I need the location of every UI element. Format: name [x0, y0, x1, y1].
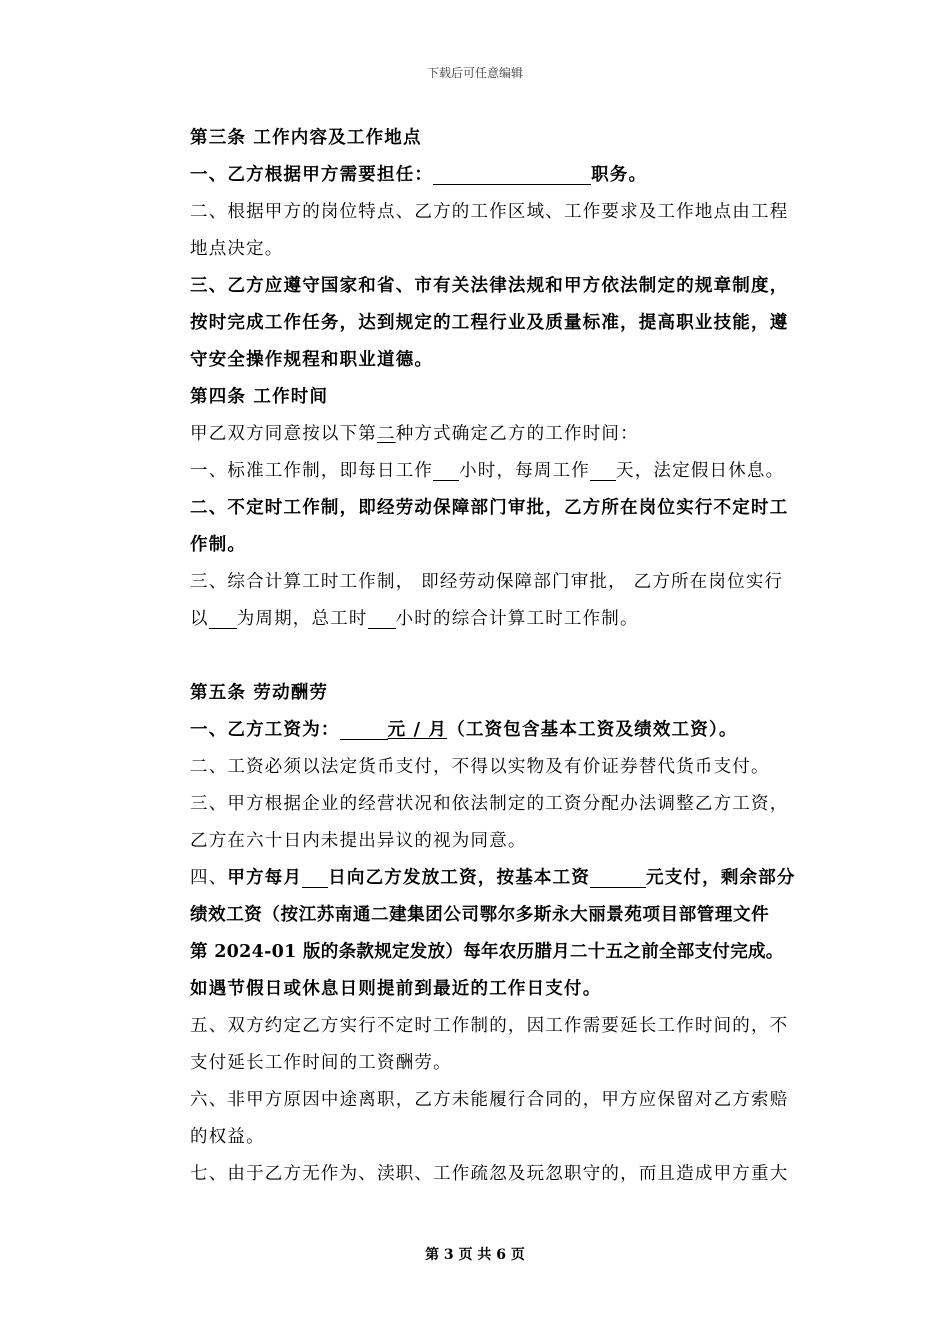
clause-text: 小时的综合计算工时工作制。: [395, 609, 639, 629]
article-5-clause-3-line-1: 三、甲方根据企业的经营状况和依法制定的工资分配办法调整乙方工资，: [190, 794, 789, 814]
clause-text: 一、标准工作制，即每日工作: [190, 461, 434, 481]
article-4-option-3-line-1: 三、综合计算工时工作制， 即经劳动保障部门审批， 乙方所在岗位实行: [190, 572, 784, 592]
work-time-choice: 二: [377, 424, 396, 444]
clause-text: 职务。: [591, 165, 648, 185]
article-4-title: 第四条 工作时间: [190, 387, 329, 407]
article-4-option-1: [190, 453, 810, 490]
article-5-clause-4-line-1: [190, 860, 810, 897]
article-3-clause-2-line-1: 二、根据甲方的岗位特点、乙方的工作区域、工作要求及工作地点由工程: [190, 202, 789, 222]
section-gap: [190, 638, 810, 675]
base-salary-blank: [590, 866, 646, 888]
clause-text: 日向乙方发放工资，按基本工资: [328, 868, 591, 888]
article-3-clause-3-line-2: 按时完成工作任务，达到规定的工程行业及质量标准，提高职业技能，遵: [190, 313, 789, 333]
article-3-clause-3-line-1: 三、乙方应遵守国家和省、市有关法律法规和甲方依法制定的规章制度，: [190, 276, 789, 296]
article-5-clause-5-line-2: 支付延长工作时间的工资酬劳。: [190, 1053, 452, 1073]
document-body: [190, 120, 810, 1193]
article-5-clause-2: 二、工资必须以法定货币支付，不得以实物及有价证券替代货币支付。: [190, 757, 770, 777]
article-5-clause-6-line-2: 的权益。: [190, 1127, 265, 1147]
article-5-clause-4-line-4: 如遇节假日或休息日则提前到最近的工作日支付。: [190, 979, 602, 999]
total-hours-blank: [368, 607, 396, 629]
article-5-clause-3-line-2: 乙方在六十日内未提出异议的视为同意。: [190, 831, 527, 851]
clause-text: 一、乙方工资为：: [190, 720, 340, 740]
salary-unit: 元 / 月: [387, 720, 448, 740]
period-blank: [209, 607, 237, 629]
page-header: 下载后可任意编辑: [426, 66, 523, 80]
article-5-clause-7-line-1: 七、由于乙方无作为、渎职、工作疏忽及玩忽职守的，而且造成甲方重大: [190, 1164, 789, 1184]
payday-blank: [302, 866, 328, 888]
article-3-title: 第三条 工作内容及工作地点: [190, 128, 422, 148]
clause-text: 天，法定假日休息。: [616, 461, 785, 481]
article-5-clause-6-line-1: 六、非甲方原因中途离职，乙方未能履行合同的，甲方应保留对乙方索赔: [190, 1090, 789, 1110]
clause-text: 元支付，剩余部分: [646, 868, 796, 888]
article-3-clause-2-line-2: 地点决定。: [190, 239, 284, 259]
article-4-option-2-line-2: 作制。: [190, 535, 247, 555]
clause-text: 甲方每月: [227, 868, 303, 888]
article-3-clause-1: [190, 157, 810, 194]
article-5-title: 第五条 劳动酬劳: [190, 683, 329, 703]
position-blank: [433, 163, 591, 185]
article-4-option-2-line-1: 二、不定时工作制，即经劳动保障部门审批，乙方所在岗位实行不定时工: [190, 498, 789, 518]
clause-number: 四、: [190, 868, 228, 888]
days-blank: [590, 459, 616, 481]
clause-text: 以: [190, 609, 209, 629]
article-4-intro: [190, 416, 810, 453]
hours-blank: [433, 459, 459, 481]
article-4-option-3-line-2: [190, 601, 810, 638]
clause-text: 小时，每周工作: [459, 461, 591, 481]
article-5-clause-4-line-2: 绩效工资（按江苏南通二建集团公司鄂尔多斯永大丽景苑项目部管理文件: [190, 905, 770, 925]
clause-text: 甲乙双方同意按以下第: [190, 424, 377, 444]
article-3-clause-3-line-3: 守安全操作规程和职业道德。: [190, 350, 434, 370]
clause-text: （工资包含基本工资及绩效工资）。: [447, 720, 738, 740]
page-footer: 第 3 页 共 6 页: [425, 1247, 525, 1263]
clause-text: 一、乙方根据甲方需要担任：: [190, 165, 434, 185]
article-5-clause-5-line-1: 五、双方约定乙方实行不定时工作制的，因工作需要延长工作时间的，不: [190, 1016, 789, 1036]
clause-text: 为周期，总工时: [236, 609, 368, 629]
clause-text: 种方式确定乙方的工作时间：: [395, 424, 639, 444]
salary-blank: [340, 718, 388, 740]
article-5-clause-1: [190, 712, 810, 749]
article-5-clause-4-line-3: 第 2024-01 版的条款规定发放）每年农历腊月二十五之前全部支付完成。: [190, 942, 784, 962]
